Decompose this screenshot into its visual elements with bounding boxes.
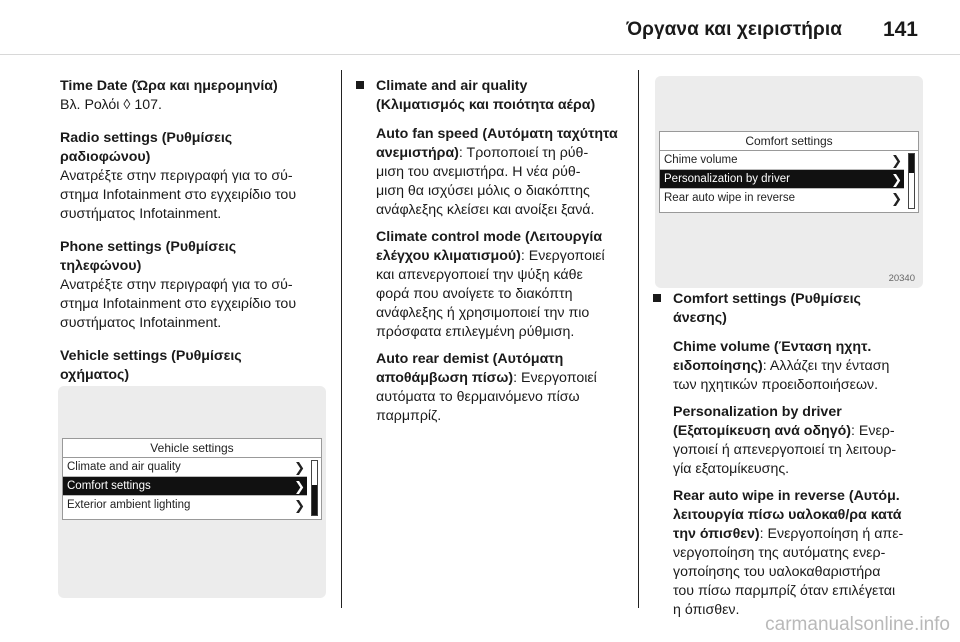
bullet-climate — [356, 77, 626, 115]
bullet-comfort — [653, 290, 923, 328]
scrollbar-thumb — [909, 154, 914, 173]
image-code: 20340 — [888, 273, 915, 284]
vehicle-settings-screen-image — [58, 386, 326, 598]
watermark: carmanualsonline.info — [765, 614, 950, 635]
section-text: συστήματος Infotainment. — [60, 315, 222, 331]
section-text: Ανατρέξτε στην περιγραφή για το σύ- — [60, 277, 293, 293]
comfort-settings-screen-image — [655, 76, 923, 288]
menu-scrollbar — [311, 460, 318, 516]
menu-item-selected: Personalization by driver ❯ — [660, 170, 904, 189]
chevron-right-icon: ❯ — [294, 460, 305, 475]
column-right — [653, 290, 923, 628]
comfort-settings-menu — [659, 131, 919, 213]
section-text: στημα Infotainment στο εγχειρίδιο του — [60, 296, 297, 312]
section-time-date — [60, 77, 326, 115]
section-text: συστήματος Infotainment. — [60, 206, 222, 222]
page-number: 141 — [882, 18, 918, 41]
section-heading: Radio settings (Ρυθμίσεις — [60, 130, 233, 146]
menu-item: Chime volume ❯ — [660, 151, 904, 170]
menu-item: Exterior ambient lighting ❯ — [67, 498, 305, 513]
item-auto-rear-demist: Auto rear demist (Αυτόματη αποθάμβωση πίσω): Ενεργοποιεί αυτόματα το θερμαινόμενο πίσω παρμπρίζ. — [376, 351, 597, 424]
bullet-marker — [653, 294, 661, 302]
column-divider — [341, 70, 342, 608]
menu-item: Rear auto wipe in reverse ❯ — [664, 191, 902, 206]
chevron-right-icon: ❯ — [891, 191, 902, 206]
item-rear-auto-wipe: Rear auto wipe in reverse (Αυτόμ. λειτουργία πίσω υαλοκαθ/ρα κατά την όπισθεν): Ενεργοποίηση ή απε- νεργοποίηση της αυτόματης ενερ- γοποίησης του υαλοκαθαριστήρα του πίσω παρμπρίζ όταν επιλέγεται η όπισθεν. — [673, 488, 904, 618]
menu-title: Comfort settings — [660, 132, 918, 151]
page-header — [0, 0, 960, 50]
item-auto-fan-speed: Auto fan speed (Αυτόματη ταχύτητα ανεμιστήρα): Τροποποιεί τη ρύθ- μιση του ανεμιστήρα. Η νέα ρύθ- μιση θα ισχύσει μόλις ο διακόπτης ανάφλεξης κλείσει και ανοίξει ξανά. — [376, 126, 618, 218]
bullet-heading: Climate and air quality — [376, 78, 528, 94]
chevron-right-icon: ❯ — [891, 153, 902, 168]
section-radio-settings — [60, 129, 326, 224]
bullet-heading: άνεσης) — [673, 310, 727, 326]
section-heading: ραδιοφώνου) — [60, 149, 151, 165]
page-title: Όργανα και χειριστήρια — [626, 19, 842, 40]
bullet-marker — [356, 81, 364, 89]
chevron-right-icon: ❯ — [294, 479, 305, 494]
item-climate-control-mode: Climate control mode (Λειτουργία ελέγχου κλιματισμού): Ενεργοποιεί και απενεργοποιεί την ψύξη κάθε φορά που ανοίγετε το διακόπτη ανάφλεξης ή χρησιμοποιεί την πιο πρόσφατα επιλεγμένη ρύθμιση. — [376, 229, 605, 340]
column-divider — [638, 70, 639, 608]
column-middle — [356, 77, 626, 434]
section-vehicle-settings — [60, 347, 326, 385]
section-heading: Phone settings (Ρυθμίσεις — [60, 239, 237, 255]
section-heading: Vehicle settings (Ρυθμίσεις — [60, 348, 242, 364]
bullet-heading: (Κλιματισμός και ποιότητα αέρα) — [376, 97, 596, 113]
chevron-right-icon: ❯ — [891, 172, 902, 187]
menu-title: Vehicle settings — [63, 439, 321, 458]
menu-item: Climate and air quality ❯ — [63, 458, 307, 477]
section-heading: Time Date (Ώρα και ημερομηνία) — [60, 78, 278, 94]
section-text: στημα Infotainment στο εγχειρίδιο του — [60, 187, 297, 203]
section-heading: τηλεφώνου) — [60, 258, 142, 274]
section-phone-settings — [60, 238, 326, 333]
column-left — [60, 77, 326, 399]
bullet-heading: Comfort settings (Ρυθμίσεις — [673, 291, 861, 307]
section-text: Βλ. Ρολόι ◊ 107. — [60, 97, 162, 113]
header-divider — [0, 54, 960, 55]
section-heading: οχήματος) — [60, 367, 130, 383]
scrollbar-thumb — [312, 485, 317, 515]
menu-scrollbar — [908, 153, 915, 209]
chevron-right-icon: ❯ — [294, 498, 305, 513]
item-chime-volume: Chime volume (Ένταση ηχητ. ειδοποίησης): Αλλάζει την ένταση των ηχητικών προειδοποιήσεων. — [673, 339, 890, 393]
section-text: Ανατρέξτε στην περιγραφή για το σύ- — [60, 168, 293, 184]
item-personalization: Personalization by driver (Εξατομίκευση ανά οδηγό): Ενερ- γοποιεί ή απενεργοποιεί τη λειτουρ- γία εξατομίκευσης. — [673, 404, 897, 477]
menu-item-selected: Comfort settings ❯ — [63, 477, 307, 496]
vehicle-settings-menu — [62, 438, 322, 520]
